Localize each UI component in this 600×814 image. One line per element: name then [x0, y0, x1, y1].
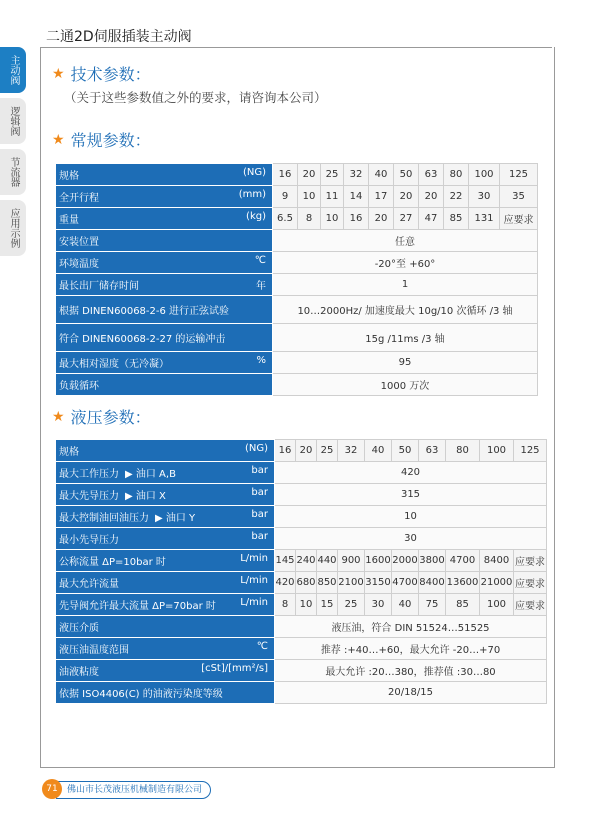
- row-label: [56, 230, 273, 252]
- value-cell: 10: [321, 208, 344, 230]
- side-tab-active-valve[interactable]: 主动阀: [0, 47, 26, 93]
- value-cell: 240: [296, 550, 317, 572]
- value-cell: 20: [419, 186, 444, 208]
- row-unit: bar: [251, 487, 268, 498]
- row-label-text: 油液粘度: [59, 667, 99, 678]
- row-label: [56, 164, 273, 186]
- table-row: [56, 572, 547, 594]
- value-cell: 30: [365, 594, 392, 616]
- table-row: [56, 462, 547, 484]
- row-label-text: 最大工作压力: [59, 469, 119, 480]
- row-label-text: 液压油温度范围: [59, 645, 129, 656]
- value-cell: 4700: [446, 550, 480, 572]
- row-label-text: 最大相对湿度（无冷凝）: [59, 359, 169, 370]
- side-tab-application[interactable]: 应用示例: [0, 200, 26, 256]
- row-unit: L/min: [240, 553, 268, 564]
- row-unit: bar: [251, 509, 268, 520]
- table-header-row: [56, 164, 538, 186]
- size-header-cell: 32: [344, 164, 369, 186]
- value-cell: 2000: [392, 550, 419, 572]
- value-cell: 8400: [419, 572, 446, 594]
- value-cell: 应要求: [500, 208, 538, 230]
- row-port-label: ▶ 油口 X: [125, 491, 166, 502]
- size-header-cell: 20: [296, 440, 317, 462]
- side-tab-throttle[interactable]: 节流器: [0, 149, 26, 195]
- table-row: [56, 682, 547, 704]
- star-icon: ★: [52, 65, 65, 82]
- row-label-text: 依据 ISO4406(C) 的油液污染度等级: [59, 689, 223, 700]
- row-unit: ℃: [254, 255, 266, 266]
- size-header-cell: 80: [444, 164, 469, 186]
- value-cell: 9: [273, 186, 298, 208]
- table-row: [56, 506, 547, 528]
- value-cell: 16: [344, 208, 369, 230]
- row-port-label: ▶ 油口 Y: [155, 513, 196, 524]
- row-unit: bar: [251, 465, 268, 476]
- value-cell: 85: [444, 208, 469, 230]
- row-label-text: 公称流量 ΔP=10bar 时: [59, 557, 166, 568]
- merged-value-cell: 10…2000Hz/ 加速度最大 10g/10 次循环 /3 轴: [273, 296, 538, 324]
- table-row: [56, 550, 547, 572]
- table-header-row: [56, 440, 547, 462]
- value-cell: 10: [298, 186, 321, 208]
- row-unit: L/min: [240, 575, 268, 586]
- merged-value-cell: 420: [275, 462, 547, 484]
- row-unit: (NG): [244, 443, 268, 454]
- row-unit: [cSt]/[mm²/s]: [201, 663, 268, 674]
- row-unit: L/min: [240, 597, 268, 608]
- table-row: [56, 660, 547, 682]
- value-cell: 100: [480, 594, 514, 616]
- merged-value-cell: 315: [275, 484, 547, 506]
- value-cell: 3800: [419, 550, 446, 572]
- value-cell: 10: [296, 594, 317, 616]
- size-header-cell: 25: [317, 440, 338, 462]
- footer-company: 佛山市长茂液压机械制造有限公司: [56, 781, 211, 799]
- size-header-cell: 63: [419, 164, 444, 186]
- size-header-cell: 125: [514, 440, 547, 462]
- value-cell: 131: [469, 208, 500, 230]
- row-label: [56, 572, 275, 594]
- row-label-text: 液压介质: [59, 623, 99, 634]
- row-label-text: 最大允许流量: [59, 579, 119, 590]
- table-row: [56, 374, 538, 396]
- row-label-text: 规格: [59, 447, 79, 458]
- row-label-text: 最小先导压力: [59, 535, 119, 546]
- value-cell: 15: [317, 594, 338, 616]
- row-label: [56, 274, 273, 296]
- value-cell: 680: [296, 572, 317, 594]
- row-label: [56, 528, 275, 550]
- merged-value-cell: 10: [275, 506, 547, 528]
- value-cell: 14: [344, 186, 369, 208]
- row-label-text: 最大控制油回油压力: [59, 513, 149, 524]
- side-tabs: [0, 47, 26, 261]
- table-row: [56, 208, 538, 230]
- value-cell: 8: [298, 208, 321, 230]
- size-header-cell: 32: [338, 440, 365, 462]
- table-row: [56, 484, 547, 506]
- row-unit: %: [256, 355, 266, 366]
- merged-value-cell: 20/18/15: [275, 682, 547, 704]
- merged-value-cell: 30: [275, 528, 547, 550]
- row-label: [56, 186, 273, 208]
- row-unit: ℃: [256, 641, 268, 652]
- section-title: 液压参数：: [70, 408, 151, 427]
- size-header-cell: 16: [275, 440, 296, 462]
- value-cell: 25: [338, 594, 365, 616]
- table-row: [56, 252, 538, 274]
- row-label-text: 全开行程: [59, 193, 99, 204]
- value-cell: 20: [369, 208, 394, 230]
- size-header-cell: 63: [419, 440, 446, 462]
- size-header-cell: 100: [469, 164, 500, 186]
- size-header-cell: 50: [394, 164, 419, 186]
- merged-value-cell: 推荐 :+40…+60，最大允许 -20…+70: [275, 638, 547, 660]
- value-cell: 8: [275, 594, 296, 616]
- value-cell: 应要求: [514, 572, 547, 594]
- merged-value-cell: 15g /11ms /3 轴: [273, 324, 538, 352]
- size-header-cell: 25: [321, 164, 344, 186]
- value-cell: 20: [394, 186, 419, 208]
- table-row: [56, 296, 538, 324]
- row-label-text: 根据 DINEN60068-2-6 进行正弦试验: [59, 306, 230, 317]
- row-label-text: 安装位置: [59, 237, 99, 248]
- table-row: [56, 528, 547, 550]
- row-label: [56, 484, 275, 506]
- value-cell: 2100: [338, 572, 365, 594]
- size-header-cell: 20: [298, 164, 321, 186]
- row-label: [56, 352, 273, 374]
- merged-value-cell: -20°至 +60°: [273, 252, 538, 274]
- row-label-text: 最长出厂储存时间: [59, 281, 139, 292]
- row-label-text: 符合 DINEN60068-2-27 的运输冲击: [59, 334, 226, 345]
- size-header-cell: 40: [369, 164, 394, 186]
- row-label: [56, 638, 275, 660]
- row-label-text: 最大先导压力: [59, 491, 119, 502]
- value-cell: 145: [275, 550, 296, 572]
- value-cell: 4700: [392, 572, 419, 594]
- section-title: 常规参数：: [70, 131, 151, 150]
- row-label-text: 重量: [59, 215, 79, 226]
- row-label: [56, 252, 273, 274]
- row-label: [56, 506, 275, 528]
- row-label-text: 负载循环: [59, 381, 99, 392]
- value-cell: 应要求: [514, 550, 547, 572]
- merged-value-cell: 液压油，符合 DIN 51524…51525: [275, 616, 547, 638]
- hydraulic-params-table: [55, 439, 547, 704]
- value-cell: 8400: [480, 550, 514, 572]
- value-cell: 应要求: [514, 594, 547, 616]
- value-cell: 35: [500, 186, 538, 208]
- row-unit: (mm): [238, 189, 266, 200]
- value-cell: 85: [446, 594, 480, 616]
- size-header-cell: 16: [273, 164, 298, 186]
- merged-value-cell: 1: [273, 274, 538, 296]
- section-note: （关于这些参数值之外的要求，请咨询本公司）: [64, 90, 327, 105]
- merged-value-cell: 1000 万次: [273, 374, 538, 396]
- row-label: [56, 296, 273, 324]
- section-tech: [52, 62, 151, 85]
- general-params-table: [55, 163, 538, 396]
- value-cell: 1600: [365, 550, 392, 572]
- value-cell: 47: [419, 208, 444, 230]
- section-hydraulic: [52, 405, 151, 428]
- row-label: [56, 616, 275, 638]
- merged-value-cell: 任意: [273, 230, 538, 252]
- size-header-cell: 100: [480, 440, 514, 462]
- value-cell: 850: [317, 572, 338, 594]
- star-icon: ★: [52, 408, 65, 425]
- section-general: [52, 128, 151, 151]
- value-cell: 17: [369, 186, 394, 208]
- row-label-text: 规格: [59, 171, 79, 182]
- star-icon: ★: [52, 131, 65, 148]
- row-unit: (NG): [242, 167, 266, 178]
- row-unit: bar: [251, 531, 268, 542]
- value-cell: 3150: [365, 572, 392, 594]
- table-row: [56, 594, 547, 616]
- row-label: [56, 440, 275, 462]
- value-cell: 27: [394, 208, 419, 230]
- merged-value-cell: 95: [273, 352, 538, 374]
- size-header-cell: 80: [446, 440, 480, 462]
- value-cell: 420: [275, 572, 296, 594]
- section-title: 技术参数：: [70, 65, 151, 84]
- row-unit: (kg): [246, 211, 266, 222]
- row-label-text: 先导阀允许最大流量 ΔP=70bar 时: [59, 601, 216, 612]
- value-cell: 21000: [480, 572, 514, 594]
- row-label: [56, 374, 273, 396]
- value-cell: 6.5: [273, 208, 298, 230]
- row-port-label: ▶ 油口 A,B: [125, 469, 176, 480]
- value-cell: 22: [444, 186, 469, 208]
- value-cell: 75: [419, 594, 446, 616]
- table-row: [56, 352, 538, 374]
- row-label-text: 环境温度: [59, 259, 99, 270]
- table-row: [56, 274, 538, 296]
- document-title: 二通2D伺服插装主动阀: [46, 29, 192, 45]
- value-cell: 900: [338, 550, 365, 572]
- row-label: [56, 660, 275, 682]
- table-row: [56, 186, 538, 208]
- table-row: [56, 324, 538, 352]
- table-row: [56, 616, 547, 638]
- row-label: [56, 462, 275, 484]
- row-label: [56, 208, 273, 230]
- row-label: [56, 324, 273, 352]
- side-tab-logic-valve[interactable]: 逻辑阀: [0, 98, 26, 144]
- size-header-cell: 40: [365, 440, 392, 462]
- size-header-cell: 50: [392, 440, 419, 462]
- row-unit: 年: [256, 281, 266, 292]
- value-cell: 40: [392, 594, 419, 616]
- value-cell: 30: [469, 186, 500, 208]
- value-cell: 11: [321, 186, 344, 208]
- merged-value-cell: 最大允许 :20…380，推荐值 :30…80: [275, 660, 547, 682]
- value-cell: 13600: [446, 572, 480, 594]
- row-label: [56, 594, 275, 616]
- page-number-badge: 71: [42, 779, 62, 799]
- row-label: [56, 682, 275, 704]
- value-cell: 440: [317, 550, 338, 572]
- size-header-cell: 125: [500, 164, 538, 186]
- row-label: [56, 550, 275, 572]
- table-row: [56, 230, 538, 252]
- table-row: [56, 638, 547, 660]
